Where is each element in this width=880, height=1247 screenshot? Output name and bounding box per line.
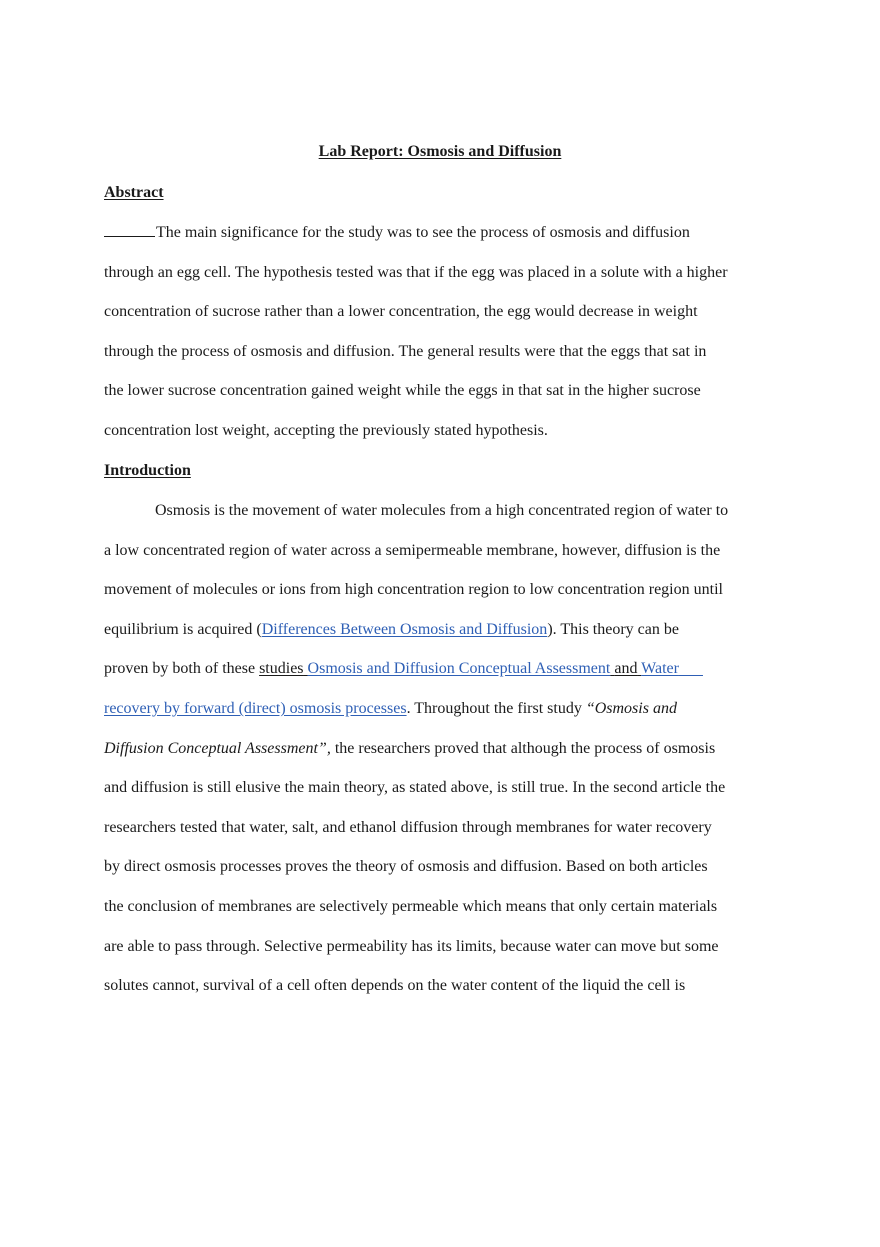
intro-line: the conclusion of membranes are selectively permeable which means that only certain materials (104, 897, 718, 915)
intro-line: proven by both of these studies Osmosis and Diffusion Conceptual Assessment and Water (104, 649, 776, 689)
indent-underline (104, 222, 155, 237)
introduction-heading: Introduction (104, 462, 191, 479)
studies-text: studies (259, 660, 304, 678)
link-water-recovery[interactable]: Water (641, 660, 679, 678)
abstract-line: concentration lost weight, accepting the previously stated hypothesis. (104, 421, 548, 439)
intro-line: movement of molecules or ions from high concentration region to low concentration region until (104, 581, 723, 599)
abstract-heading: Abstract (104, 184, 164, 201)
intro-line: researchers tested that water, salt, and ethanol diffusion through membranes for water recovery (104, 818, 712, 836)
intro-line: are able to pass through. Selective permeability has its limits, because water can move but some (104, 937, 719, 955)
intro-line: Diffusion Conceptual Assessment”, the researchers proved that although the process of osmosis (104, 739, 716, 757)
link-water-recovery-continued[interactable]: recovery by forward (direct) osmosis processes (104, 699, 407, 717)
intro-line: Osmosis is the movement of water molecules from a high concentrated region of water to (155, 502, 729, 519)
intro-line: a low concentrated region of water across a semipermeable membrane, however, diffusion is the (104, 541, 721, 559)
introduction-paragraph (104, 491, 776, 1006)
abstract-paragraph (104, 213, 776, 451)
intro-line: solutes cannot, survival of a cell often depends on the water content of the liquid the cell is (104, 977, 686, 995)
intro-line: by direct osmosis processes proves the theory of osmosis and diffusion. Based on both articles (104, 858, 708, 876)
abstract-line: through the process of osmosis and diffusion. The general results were that the eggs that sat in (104, 342, 707, 360)
abstract-line: through an egg cell. The hypothesis tested was that if the egg was placed in a solute with a higher (104, 263, 728, 281)
link-differences-osmosis-diffusion[interactable]: Differences Between Osmosis and Diffusion (261, 620, 548, 638)
link-osmosis-conceptual-assessment[interactable]: Osmosis and Diffusion Conceptual Assessment (307, 660, 611, 678)
intro-line: and diffusion is still elusive the main theory, as stated above, is still true. In the second article the (104, 779, 726, 797)
abstract-line: concentration of sucrose rather than a lower concentration, the egg would decrease in weight (104, 303, 698, 321)
abstract-line: the lower sucrose concentration gained weight while the eggs in that sat in the higher sucrose (104, 382, 701, 400)
page-title: Lab Report: Osmosis and Diffusion (318, 143, 562, 160)
abstract-line: The main significance for the study was to see the process of osmosis and diffusion (104, 213, 776, 253)
intro-line: equilibrium is acquired (Differences Between Osmosis and Diffusion). This theory can be (104, 620, 679, 638)
intro-line: recovery by forward (direct) osmosis processes. Throughout the first study “Osmosis and (104, 699, 677, 717)
and-text: and (614, 660, 638, 678)
